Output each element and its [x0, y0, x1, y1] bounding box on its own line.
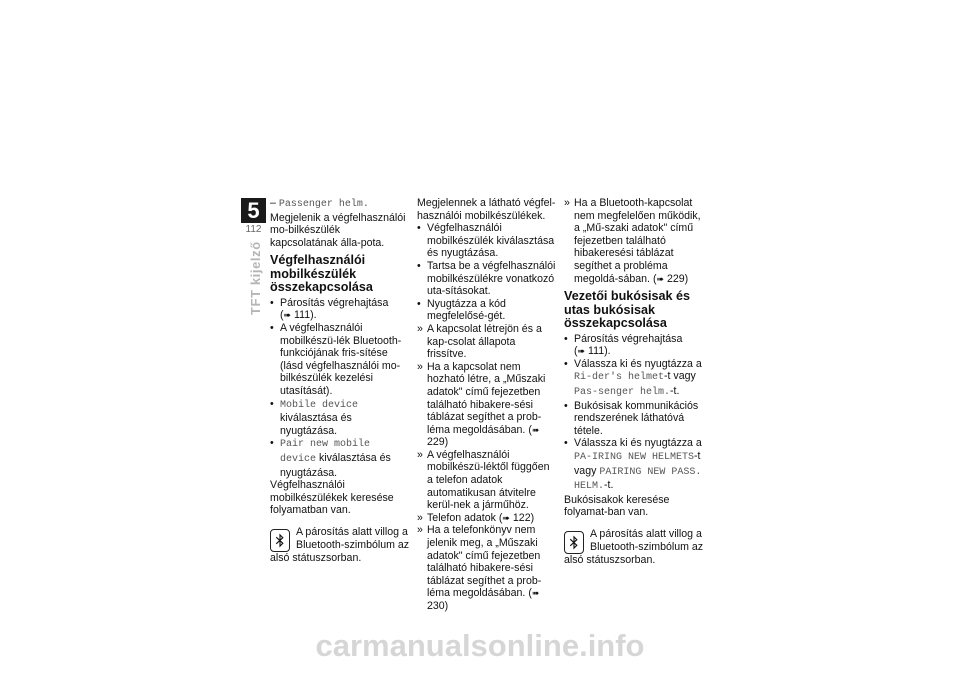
menu-code: PA-IRING NEW HELMETS — [574, 452, 695, 463]
step-list — [564, 333, 704, 494]
step-list — [564, 197, 704, 285]
menu-code: PAIRING NEW PASS. HELM. — [574, 466, 702, 493]
note-box: A párosítás alatt villog a Bluetooth-szimbólum az alsó státuszsorban. — [564, 527, 704, 566]
step-list — [417, 222, 557, 612]
result-item: » Telefon adatok (➠ 122) — [417, 512, 557, 525]
result-item: » A kapcsolat létrejön és a kap-csolat állapota frissítve. — [417, 323, 557, 361]
list-item: • Végfelhasználói mobilkészülék kiválasztása és nyugtázása. — [417, 222, 557, 260]
column-2 — [417, 197, 557, 613]
list-item: • Mobile device kiválasztása és nyugtázása. — [270, 398, 410, 438]
watermark-text: carmanualsonline.info — [315, 628, 645, 663]
list-item: • Nyugtázza a kód megfelelősé-gét. — [417, 298, 557, 323]
intro-line: – Passenger helm. — [270, 197, 369, 210]
menu-code: Mobile device — [280, 399, 359, 411]
bluetooth-icon — [270, 529, 290, 552]
page-ref-icon: ➠ — [283, 310, 292, 321]
section-heading: Vezetői bukósisak és utas bukósisak összekapcsolása — [564, 289, 690, 331]
list-item: • Párosítás végrehajtása (➠ 111). — [270, 297, 410, 322]
page-ref-icon: ➠ — [531, 424, 540, 435]
list-item: • Válassza ki és nyugtázza a Ri-der's helmet-t vagy Pas-senger helm.-t. — [564, 358, 704, 400]
section-heading: Végfelhasználói mobilkészülék összekapcsolása — [270, 253, 373, 295]
page-ref-icon: ➠ — [502, 512, 510, 523]
bluetooth-icon — [564, 531, 584, 554]
result-item: » Ha a Bluetooth-kapcsolat nem megfelelően működik, a „Mű-szaki adatok" című fejezetben található hibakeresési táblázat segíthet a probléma megoldá-sában. (➠ 229) — [564, 197, 704, 285]
menu-code: Ri-der's helmet — [574, 372, 665, 384]
status-paragraph: Bukósisakok keresése folyamat-ban van. — [564, 493, 670, 519]
result-item: » Ha a kapcsolat nem hozható létre, a „Műszaki adatok" című fejezetben található hibakere-sési táblázat segíthet a prob-léma megoldásában. (➠ 229) — [417, 361, 557, 449]
status-paragraph: Végfelhasználói mobilkészülékek keresése folyamatban van. — [270, 479, 394, 517]
intro-paragraph: Megjelennek a látható végfel-használói mobilkészülékek. — [417, 197, 556, 222]
column-1 — [270, 197, 410, 565]
page-ref-icon: ➠ — [656, 273, 665, 284]
chapter-number: 5 — [241, 198, 266, 223]
list-item: • Párosítás végrehajtása (➠ 111). — [564, 333, 704, 358]
step-list — [270, 297, 410, 479]
page-ref-icon: ➠ — [577, 346, 586, 357]
list-item: • Válassza ki és nyugtázza a PA-IRING NEW HELMETS-t vagy PAIRING NEW PASS. HELM.-t. — [564, 437, 704, 493]
section-side-label: TFT kijelző — [248, 241, 263, 315]
note-box: A párosítás alatt villog a Bluetooth-szimbólum az alsó státuszsorban. — [270, 525, 410, 564]
column-3 — [564, 197, 704, 567]
intro-paragraph: Megjelenik a végfelhasználói mo-bilkészülék kapcsolatának álla-pota. — [270, 211, 406, 249]
list-item: • Bukósisak kommunikációs rendszerének láthatóvá tétele. — [564, 400, 704, 438]
list-item: • Tartsa be a végfelhasználói mobilkészülékre vonatkozó uta-sításokat. — [417, 260, 557, 298]
result-item: » A végfelhasználói mobilkészü-léktől függően a telefon adatok automatikusan átvitelre kerül-nek a járműhöz. — [417, 449, 557, 512]
menu-code: Pas-senger helm. — [574, 387, 671, 399]
list-item: • A végfelhasználói mobilkészü-lék Bluetooth-funkciójának fris-sítése (lásd végfelhasználói mo-bilkészülék kezelési utasítását). — [270, 322, 410, 398]
page-ref-icon: ➠ — [531, 588, 540, 599]
page-number: 112 — [245, 224, 262, 235]
result-item: » Ha a telefonkönyv nem jelenik meg, a „Műszaki adatok" című fejezetben található hibakere-sési táblázat segíthet a prob-léma megoldásában. (➠ 230) — [417, 524, 557, 612]
menu-code: Passenger helm. — [278, 199, 369, 210]
menu-code: Pair new mobile device — [280, 439, 371, 465]
list-item: • Pair new mobile device kiválasztása és nyugtázása. — [270, 437, 410, 479]
